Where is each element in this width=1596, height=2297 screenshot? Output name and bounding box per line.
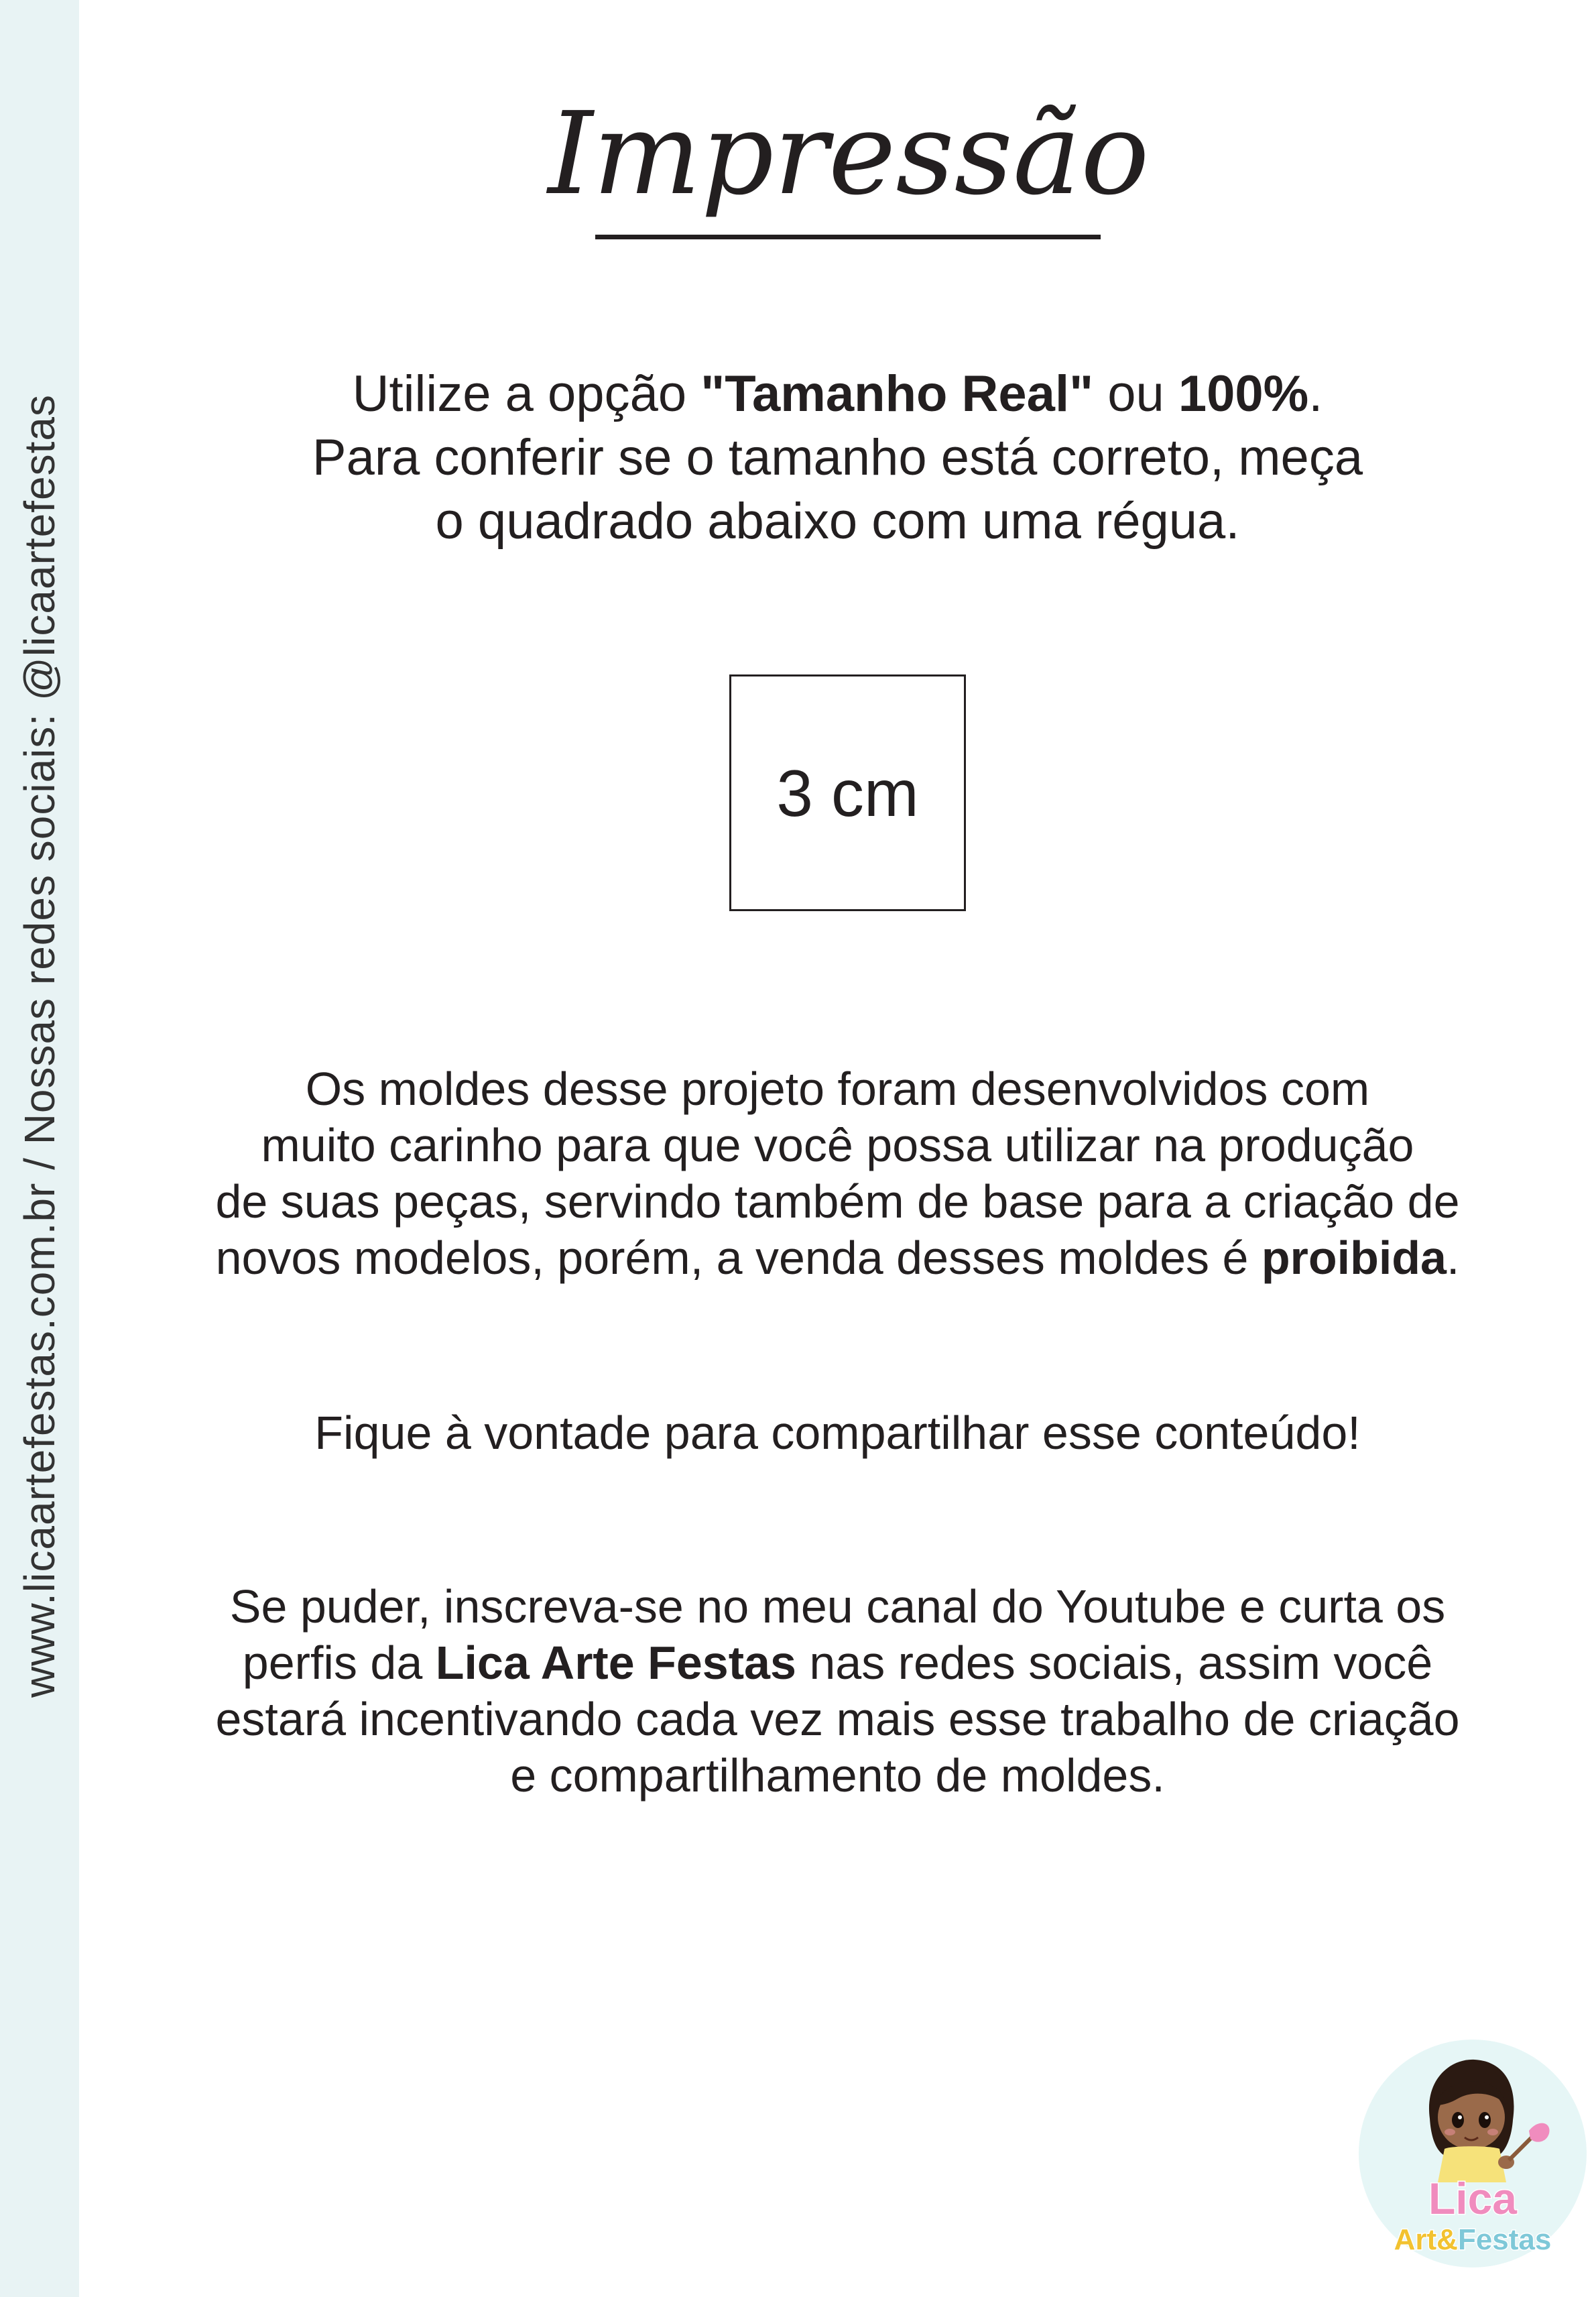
subscribe-line-2: perfis da Lica Arte Festas nas redes sociais, assim você — [242, 1637, 1433, 1689]
notice-line-4: novos modelos, porém, a venda desses moldes é proibida. — [215, 1232, 1460, 1284]
instruction-line-1: Utilize a opção "Tamanho Real" ou 100%. — [352, 365, 1323, 422]
instruction-line-2: Para conferir se o tamanho está correto, meça — [312, 429, 1363, 486]
subscribe-line-3: estará incentivando cada vez mais esse trabalho de criação — [215, 1693, 1460, 1745]
subscribe-line-4: e compartilhamento de moldes. — [510, 1749, 1165, 1802]
subscribe-line-1: Se puder, inscreva-se no meu canal do Youtube e curta os — [229, 1580, 1446, 1633]
measurement-square — [729, 674, 966, 911]
notice-line-3: de suas peças, servindo também de base para a criação de — [215, 1175, 1460, 1228]
usage-notice — [79, 1061, 1596, 1286]
logo-lica: Lica — [1428, 2174, 1518, 2223]
square-label: 3 cm — [776, 756, 919, 830]
side-band — [0, 0, 79, 2297]
instruction-line-3: o quadrado abaixo com uma régua. — [435, 493, 1240, 550]
title-underline — [595, 235, 1101, 239]
lica-art-festas-logo — [1357, 2038, 1589, 2270]
logo-art-festas: Art&Festas — [1394, 2223, 1552, 2256]
share-message — [79, 1405, 1596, 1461]
subscribe-message — [79, 1578, 1596, 1804]
notice-line-2: muito carinho para que você possa utilizar na produção — [261, 1119, 1414, 1171]
share-line: Fique à vontade para compartilhar esse conteúdo! — [314, 1407, 1361, 1459]
notice-line-1: Os moldes desse projeto foram desenvolvidos com — [305, 1063, 1370, 1115]
page-title: Impressão — [548, 88, 1150, 221]
website-social-text: www.licaartefestas.com.br / Nossas redes sociais: @licaartefestas — [15, 394, 64, 1698]
print-instructions — [79, 362, 1596, 553]
